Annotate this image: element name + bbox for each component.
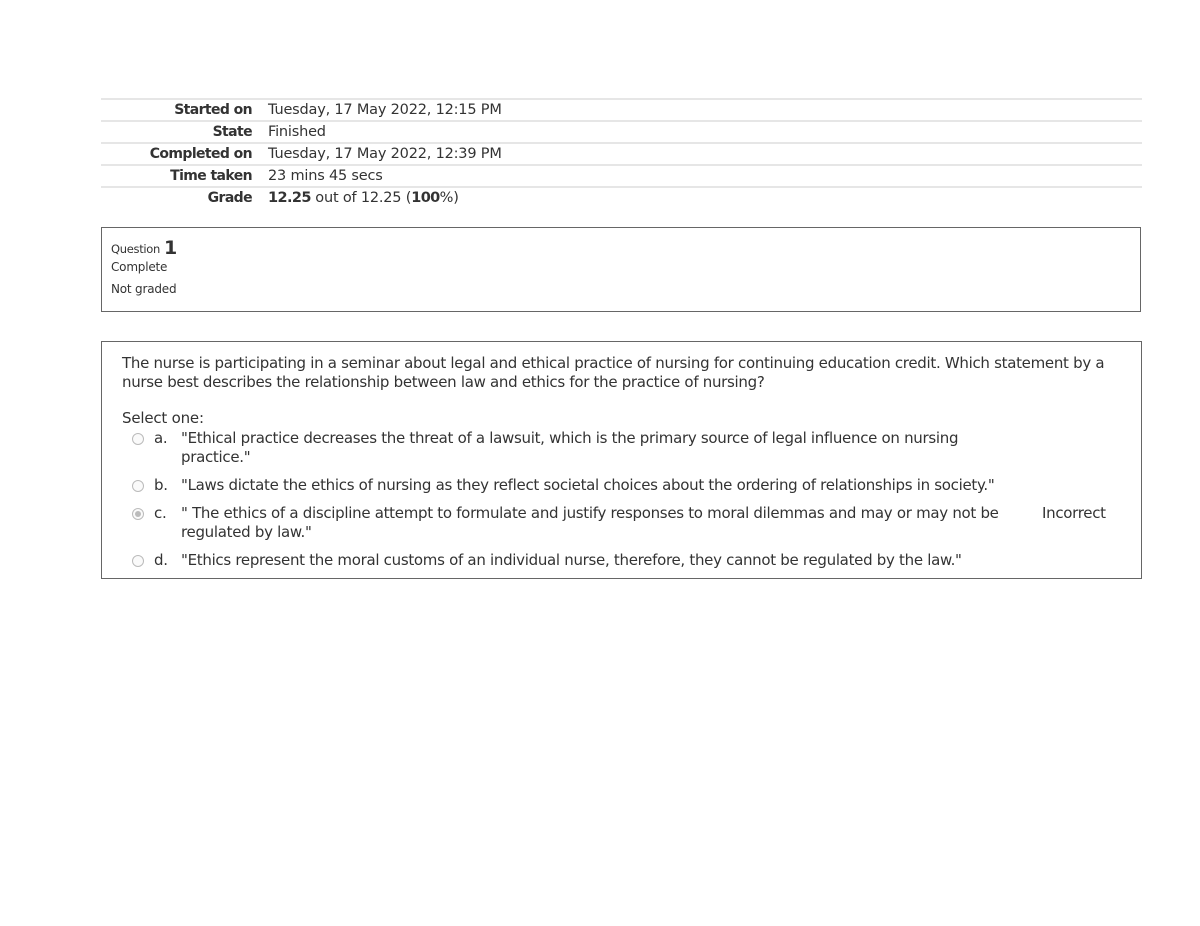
question-number-value: 1 [164,237,177,259]
answer-letter: c. [154,504,167,522]
quiz-summary-table [101,98,1142,208]
grade-percent: 100 [411,190,440,206]
summary-label: Time taken [170,168,252,184]
radio-button[interactable] [132,433,144,445]
question-content-box [101,341,1142,579]
answer-letter: a. [154,429,168,447]
answer-feedback-incorrect: Incorrect [1042,504,1106,522]
grade-suffix: %) [439,190,459,206]
question-prefix: Question [111,242,161,256]
answer-text: "Ethics represent the moral customs of an individual nurse, therefore, they cannot be regulated by the law." [181,551,962,569]
answer-letter: b. [154,476,168,494]
grade-out-of: out of 12.25 ( [310,190,412,206]
question-info-box [101,227,1141,312]
summary-label: Started on [174,102,252,118]
summary-row-completed [101,142,1142,164]
question-number [111,236,1131,259]
summary-label: Grade [207,190,252,206]
answer-letter: d. [154,551,168,569]
answer-text: "Ethical practice decreases the threat of a lawsuit, which is the primary source of legal influence on nursing practice." [181,429,959,466]
summary-label: Completed on [149,146,252,162]
grade-value [268,190,459,206]
answer-text: "Laws dictate the ethics of nursing as they reflect societal choices about the ordering of relationships in society." [181,476,995,494]
question-state: Complete [111,260,168,274]
question-text: The nurse is participating in a seminar about legal and ethical practice of nursing for continuing education credit. Which statement by a nurse best describes the relationship between law and ethics for the practice of nursing? [122,354,1105,391]
answer-option-c[interactable] [122,504,1121,542]
summary-row-grade [101,186,1142,208]
summary-row-started [101,98,1142,120]
grade-score: 12.25 [268,190,311,206]
answer-option-b[interactable] [122,476,1121,495]
summary-row-state [101,120,1142,142]
answer-option-d[interactable] [122,551,1121,570]
radio-button-selected[interactable] [132,508,144,520]
select-one-prompt: Select one: [122,409,204,427]
summary-value: Tuesday, 17 May 2022, 12:15 PM [268,102,502,118]
radio-button[interactable] [132,555,144,567]
summary-value: Finished [268,124,326,140]
summary-row-time-taken [101,164,1142,186]
summary-label: State [212,124,252,140]
answer-list [122,429,1121,570]
summary-value: Tuesday, 17 May 2022, 12:39 PM [268,146,502,162]
answer-text: " The ethics of a discipline attempt to formulate and justify responses to moral dilemmas and may or may not be regulated by law." [181,504,999,541]
answer-option-a[interactable] [122,429,1121,467]
summary-value: 23 mins 45 secs [268,168,383,184]
question-grade-status: Not graded [111,282,177,296]
radio-button[interactable] [132,480,144,492]
